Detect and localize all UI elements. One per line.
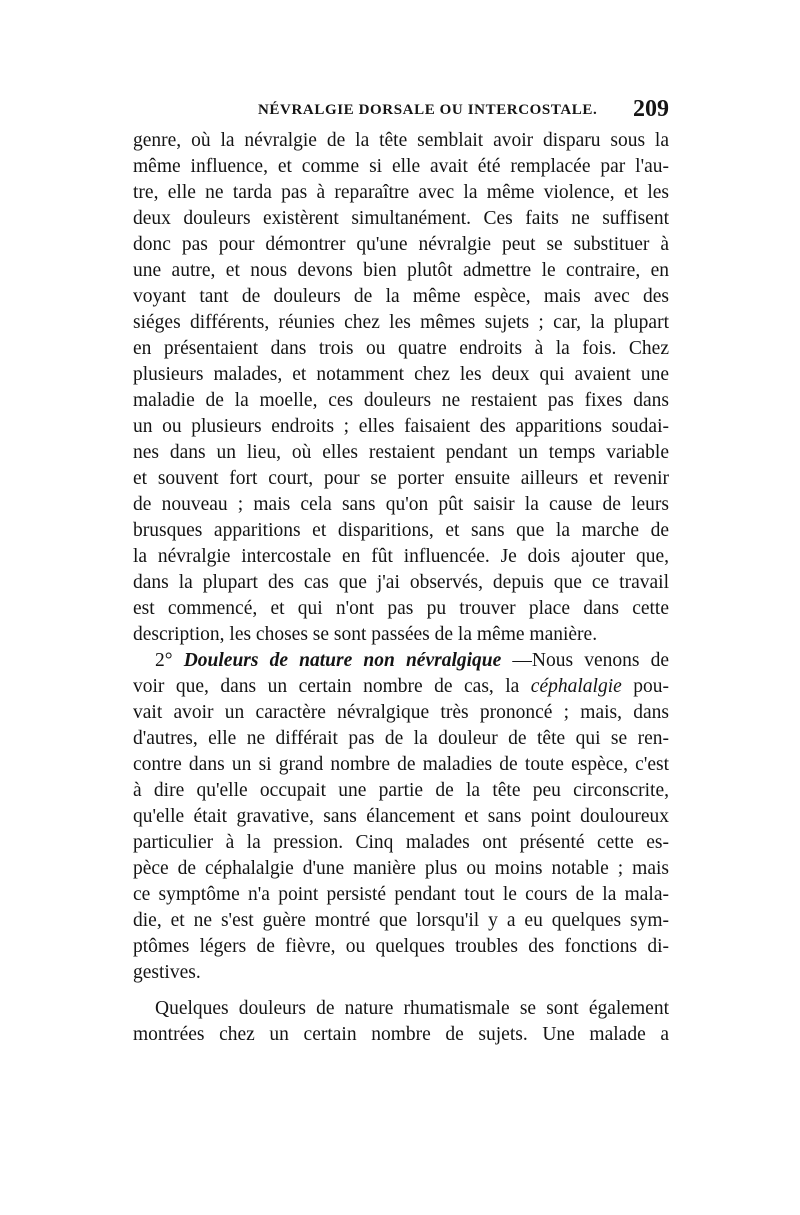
text-line: voyant tant de douleurs de la même espèce, mais avec des [133,286,669,307]
text-line: de nouveau ; mais cela sans qu'on pût saisir la cause de leurs [133,494,669,515]
text-line: plusieurs malades, et notamment chez les deux qui avaient une [133,364,669,385]
text-line: description, les choses se sont passées de la même manière. [133,624,598,645]
text-fragment: voir que, dans un certain nombre de cas, la [133,676,531,697]
text-line: gestives. [133,962,201,983]
text-fragment: Nous venons de [531,650,670,671]
text-line: d'autres, elle ne différait pas de la douleur de tête qui se ren- [133,728,669,749]
text-line: genre, où la névralgie de la tête semblait avoir disparu sous la [133,130,669,151]
text-line: à dire qu'elle occupait une partie de la tête peu circonscrite, [133,780,669,801]
italic-term: céphalalgie [530,676,622,697]
text-line: siéges différents, réunies chez les mêmes sujets ; car, la plupart [133,312,669,333]
text-line: montrées chez un certain nombre de sujets. Une malade a [133,1024,669,1045]
text-line: et souvent fort court, pour se porter ensuite ailleurs et revenir [133,468,669,489]
text-line: tre, elle ne tarda pas à reparaître avec la même violence, et les [133,182,669,203]
paragraph-2-second-line [133,674,669,700]
paragraph-3 [133,996,669,1048]
text-line: pèce de céphalalgie d'une manière plus ou moins notable ; mais [133,858,669,879]
paragraph-spacing [133,986,669,996]
page-header [136,96,669,126]
text-fragment: pou- [621,676,669,697]
text-line: la névralgie intercostale en fût influencée. Je dois ajouter que, [133,546,669,567]
text-line: est commencé, et qui n'ont pas pu trouver place dans cette [133,598,669,619]
page-body [133,128,669,1048]
text-line: qu'elle était gravative, sans élancement et sans point douloureux [133,806,669,827]
text-line: vait avoir un caractère névralgique très prononcé ; mais, dans [133,702,669,723]
heading-dash: — [501,650,532,671]
text-line: ce symptôme n'a point persisté pendant tout le cours de la mala- [133,884,669,905]
page-number: 209 [633,96,669,122]
text-line: maladie de la moelle, ces douleurs ne restaient pas fixes dans [133,390,669,411]
running-title: NÉVRALGIE DORSALE OU INTERCOSTALE. [258,102,598,118]
text-line: un ou plusieurs endroits ; elles faisaient des apparitions soudai- [133,416,669,437]
paragraph-1 [133,128,669,648]
text-line: une autre, et nous devons bien plutôt admettre le contraire, en [133,260,669,281]
text-line: donc pas pour démontrer qu'une névralgie peut se substituer à [133,234,669,255]
text-line: ptômes légers de fièvre, ou quelques troubles des fonctions di- [133,936,669,957]
text-line: brusques apparitions et disparitions, et sans que la marche de [133,520,669,541]
text-line: dans la plupart des cas que j'ai observés, depuis que ce travail [133,572,669,593]
section-heading: Douleurs de nature non névralgique [183,650,502,671]
section-number: 2° [155,650,173,671]
text-line: particulier à la pression. Cinq malades ont présenté cette es- [133,832,669,853]
text-line: contre dans un si grand nombre de maladies de toute espèce, c'est [133,754,669,775]
text-line: die, et ne s'est guère montré que lorsqu'il y a eu quelques sym- [133,910,669,931]
paragraph-2-lines [133,700,669,986]
paragraph-2-first-line [133,648,669,674]
paragraph-2 [133,648,669,986]
text-line: deux douleurs existèrent simultanément. Ces faits ne suffisent [133,208,669,229]
text-line: même influence, et comme si elle avait été remplacée par l'au- [133,156,669,177]
text-line: Quelques douleurs de nature rhumatismale se sont également [155,998,669,1019]
text-line: en présentaient dans trois ou quatre endroits à la fois. Chez [133,338,669,359]
text-line: nes dans un lieu, où elles restaient pendant un temps variable [133,442,669,463]
